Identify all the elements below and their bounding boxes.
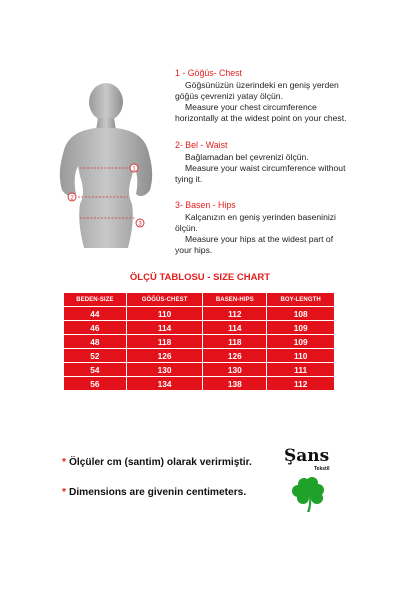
table-cell: 112 [203,307,267,321]
section-waist [175,140,390,185]
table-cell: 138 [203,377,267,391]
table-cell: 110 [267,349,335,363]
section-line: Measure your waist circumference without [185,163,346,173]
table-cell: 126 [126,349,203,363]
table-cell: 48 [64,335,127,349]
section-line: tying it. [175,174,203,184]
table-row [64,321,335,335]
note-text: Dimensions are givenin centimeters. [68,487,247,498]
table-cell: 126 [203,349,267,363]
section-heading: 2- Bel - Waist [175,140,228,150]
note-bullet: * [62,487,66,498]
section-heading: 1 - Göğüs- Chest [175,68,242,78]
table-cell: 56 [64,377,127,391]
table-cell: 134 [126,377,203,391]
table-cell: 109 [267,335,335,349]
table-row [64,363,335,377]
table-cell: 118 [126,335,203,349]
clover-icon [290,474,330,514]
table-header-row [64,293,335,307]
note-text: Ölçüler cm (santim) olarak verirmiştir. [68,457,252,468]
section-line: Measure your chest circumference [185,102,317,112]
table-cell: 109 [267,321,335,335]
note-english [62,487,246,498]
table-cell: 114 [126,321,203,335]
section-line: Bağlamadan bel çevrenizi ölçün. [185,152,309,162]
table-row [64,335,335,349]
table-cell: 54 [64,363,127,377]
section-line: göğüs çevrenizi yatay ölçün. [175,91,283,101]
section-line: Göğsünüzün üzerindeki en geniş yerden [185,80,339,90]
section-hips [175,200,390,256]
table-cell: 46 [64,321,127,335]
section-line: your hips. [175,245,213,255]
table-cell: 111 [267,363,335,377]
table-cell: 112 [267,377,335,391]
size-chart-title: ÖLÇÜ TABLOSU - SIZE CHART [129,272,271,283]
table-row [64,377,335,391]
section-line: ölçün. [175,223,198,233]
table-cell: 108 [267,307,335,321]
table-row [64,307,335,321]
note-bullet: * [62,457,66,468]
section-heading: 3- Basen - Hips [175,200,236,210]
section-line: horizontally at the widest point on your chest. [175,113,347,123]
table-cell: 52 [64,349,127,363]
brand-subtitle: Tekstil [314,466,330,472]
svg-text:2: 2 [70,195,74,202]
column-header-size: BEDEN-SIZE [64,293,127,307]
marker-3 [136,219,144,227]
note-turkish [62,457,252,468]
table-cell: 110 [126,307,203,321]
column-header-hips: BASEN-HIPS [203,293,267,307]
section-chest [175,68,390,124]
table-cell: 130 [203,363,267,377]
mannequin-illustration [40,80,170,260]
brand-logo [284,446,344,516]
svg-text:3: 3 [138,221,142,228]
table-cell: 118 [203,335,267,349]
table-cell: 114 [203,321,267,335]
table-cell: 44 [64,307,127,321]
table-row [64,349,335,363]
marker-2 [68,193,76,201]
section-line: Kalçanızın en geniş yerinden baseninizi [185,212,336,222]
column-header-length: BOY-LENGTH [267,293,335,307]
marker-1 [130,164,138,172]
table-cell: 130 [126,363,203,377]
section-line: Measure your hips at the widest part of [185,234,334,244]
size-chart-table [63,292,335,391]
brand-name: Şans [284,446,330,466]
svg-text:1: 1 [132,166,136,173]
column-header-chest: GÖĞÜS-CHEST [126,293,203,307]
